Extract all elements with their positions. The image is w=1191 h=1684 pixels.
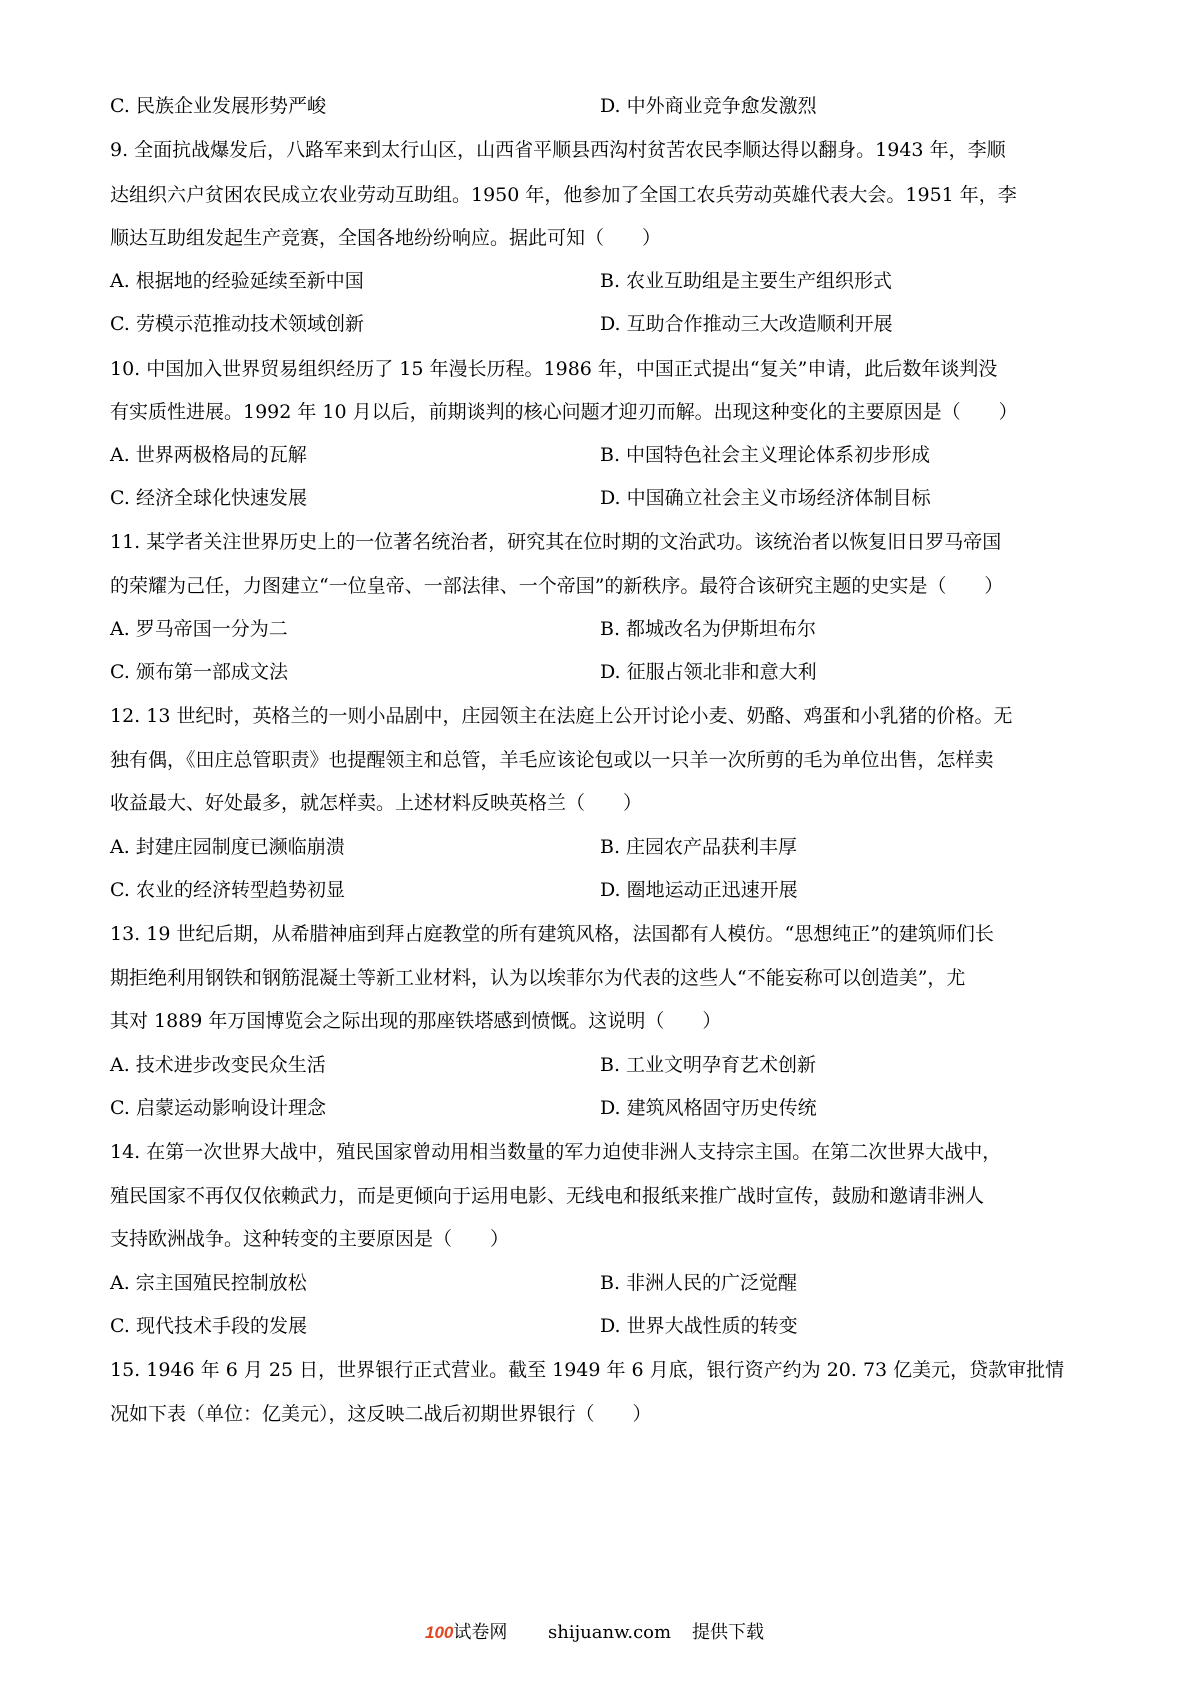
option-b: B. 都城改名为伊斯坦布尔	[600, 618, 817, 640]
options-row	[110, 615, 1090, 643]
question-12-line-3: 收益最大、好处最多，就怎样卖。上述材料反映英格兰（ ）	[110, 792, 643, 814]
options-row	[110, 310, 1090, 338]
option-a: A. 根据地的经验延续至新中国	[110, 270, 364, 292]
options-row	[110, 1094, 1090, 1122]
option-c: C. 现代技术手段的发展	[110, 1315, 307, 1337]
options-row	[110, 1312, 1090, 1340]
options-row	[110, 1269, 1090, 1297]
options-row	[110, 267, 1090, 295]
option-d: D. 世界大战性质的转变	[600, 1315, 798, 1337]
question-10-line-1: 10. 中国加入世界贸易组织经历了 15 年漫长历程。1986 年，中国正式提出“复关”申请，此后数年谈判没	[110, 358, 998, 380]
logo-text: 试卷网	[453, 1622, 508, 1643]
logo-number: 100	[425, 1623, 454, 1642]
option-b: B. 农业互助组是主要生产组织形式	[600, 270, 893, 292]
question-13-line-3: 其对 1889 年万国博览会之际出现的那座铁塔感到愤慨。这说明（ ）	[110, 1010, 722, 1032]
option-a: A. 技术进步改变民众生活	[110, 1054, 326, 1076]
question-12-line-2: 独有偶，《田庄总管职责》也提醒领主和总管，羊毛应该论包或以一只羊一次所剪的毛为单位出售，怎样卖	[110, 749, 994, 771]
question-9-line-2: 达组织六户贫困农民成立农业劳动互助组。1950 年，他参加了全国工农兵劳动英雄代表大会。1951 年，李	[110, 184, 1017, 206]
site-logo	[425, 1618, 507, 1648]
options-row	[110, 484, 1090, 512]
option-c: C. 经济全球化快速发展	[110, 487, 307, 509]
options-row	[110, 92, 1090, 120]
option-c: C. 农业的经济转型趋势初显	[110, 879, 345, 901]
option-a: A. 宗主国殖民控制放松	[110, 1272, 307, 1294]
options-row	[110, 658, 1090, 686]
question-13-line-1: 13. 19 世纪后期，从希腊神庙到拜占庭教堂的所有建筑风格，法国都有人模仿。“思想纯正”的建筑师们长	[110, 923, 994, 945]
question-15-line-1: 15. 1946 年 6 月 25 日，世界银行正式营业。截至 1949 年 6 月底，银行资产约为 20. 73 亿美元，贷款审批情	[110, 1359, 1065, 1381]
option-a: A. 罗马帝国一分为二	[110, 618, 288, 640]
option-a: A. 封建庄园制度已濒临崩溃	[110, 836, 345, 858]
option-d: D. 征服占领北非和意大利	[600, 661, 817, 683]
option-d: D. 圈地运动正迅速开展	[600, 879, 798, 901]
option-c: C. 民族企业发展形势严峻	[110, 95, 326, 117]
question-14-line-2: 殖民国家不再仅仅依赖武力，而是更倾向于运用电影、无线电和报纸来推广战时宣传，鼓励和邀请非洲人	[110, 1185, 985, 1207]
question-14-line-3: 支持欧洲战争。这种转变的主要原因是（ ）	[110, 1228, 510, 1250]
question-15-line-2: 况如下表（单位：亿美元），这反映二战后初期世界银行（ ）	[110, 1403, 652, 1425]
options-row	[110, 876, 1090, 904]
page-footer	[0, 1618, 1191, 1648]
question-9-line-3: 顺达互助组发起生产竞赛，全国各地纷纷响应。据此可知（ ）	[110, 227, 662, 249]
question-10-line-2: 有实质性进展。1992 年 10 月以后，前期谈判的核心问题才迎刃而解。出现这种变化的主要原因是（ ）	[110, 401, 1018, 423]
question-9-line-1: 9. 全面抗战爆发后，八路军来到太行山区，山西省平顺县西沟村贫苦农民李顺达得以翻身。1943 年，李顺	[110, 139, 1006, 161]
option-d: D. 中国确立社会主义市场经济体制目标	[600, 487, 931, 509]
option-c: C. 颁布第一部成文法	[110, 661, 288, 683]
option-c: C. 启蒙运动影响设计理念	[110, 1097, 326, 1119]
options-row	[110, 441, 1090, 469]
option-b: B. 非洲人民的广泛觉醒	[600, 1272, 798, 1294]
question-14-line-1: 14. 在第一次世界大战中，殖民国家曾动用相当数量的军力迫使非洲人支持宗主国。在第二次世界大战中，	[110, 1141, 1002, 1163]
option-d: D. 互助合作推动三大改造顺利开展	[600, 313, 893, 335]
option-d: D. 建筑风格固守历史传统	[600, 1097, 817, 1119]
option-b: B. 中国特色社会主义理论体系初步形成	[600, 444, 931, 466]
option-b: B. 工业文明孕育艺术创新	[600, 1054, 817, 1076]
option-b: B. 庄园农产品获利丰厚	[600, 836, 798, 858]
option-a: A. 世界两极格局的瓦解	[110, 444, 307, 466]
question-11-line-1: 11. 某学者关注世界历史上的一位著名统治者，研究其在位时期的文治武功。该统治者以恢复旧日罗马帝国	[110, 531, 1002, 553]
option-d: D. 中外商业竞争愈发激烈	[600, 95, 817, 117]
question-12-line-1: 12. 13 世纪时，英格兰的一则小品剧中，庄园领主在法庭上公开讨论小麦、奶酪、鸡蛋和小乳猪的价格。无	[110, 705, 1013, 727]
option-c: C. 劳模示范推动技术领域创新	[110, 313, 364, 335]
download-note: 提供下载	[692, 1622, 764, 1643]
site-url: shijuanw.com	[548, 1622, 672, 1643]
question-13-line-2: 期拒绝利用钢铁和钢筋混凝土等新工业材料，认为以埃菲尔为代表的这些人“不能妄称可以创造美”，尤	[110, 967, 966, 989]
options-row	[110, 1051, 1090, 1079]
options-row	[110, 833, 1090, 861]
question-11-line-2: 的荣耀为己任，力图建立“一位皇帝、一部法律、一个帝国”的新秩序。最符合该研究主题的史实是（ ）	[110, 575, 1004, 597]
